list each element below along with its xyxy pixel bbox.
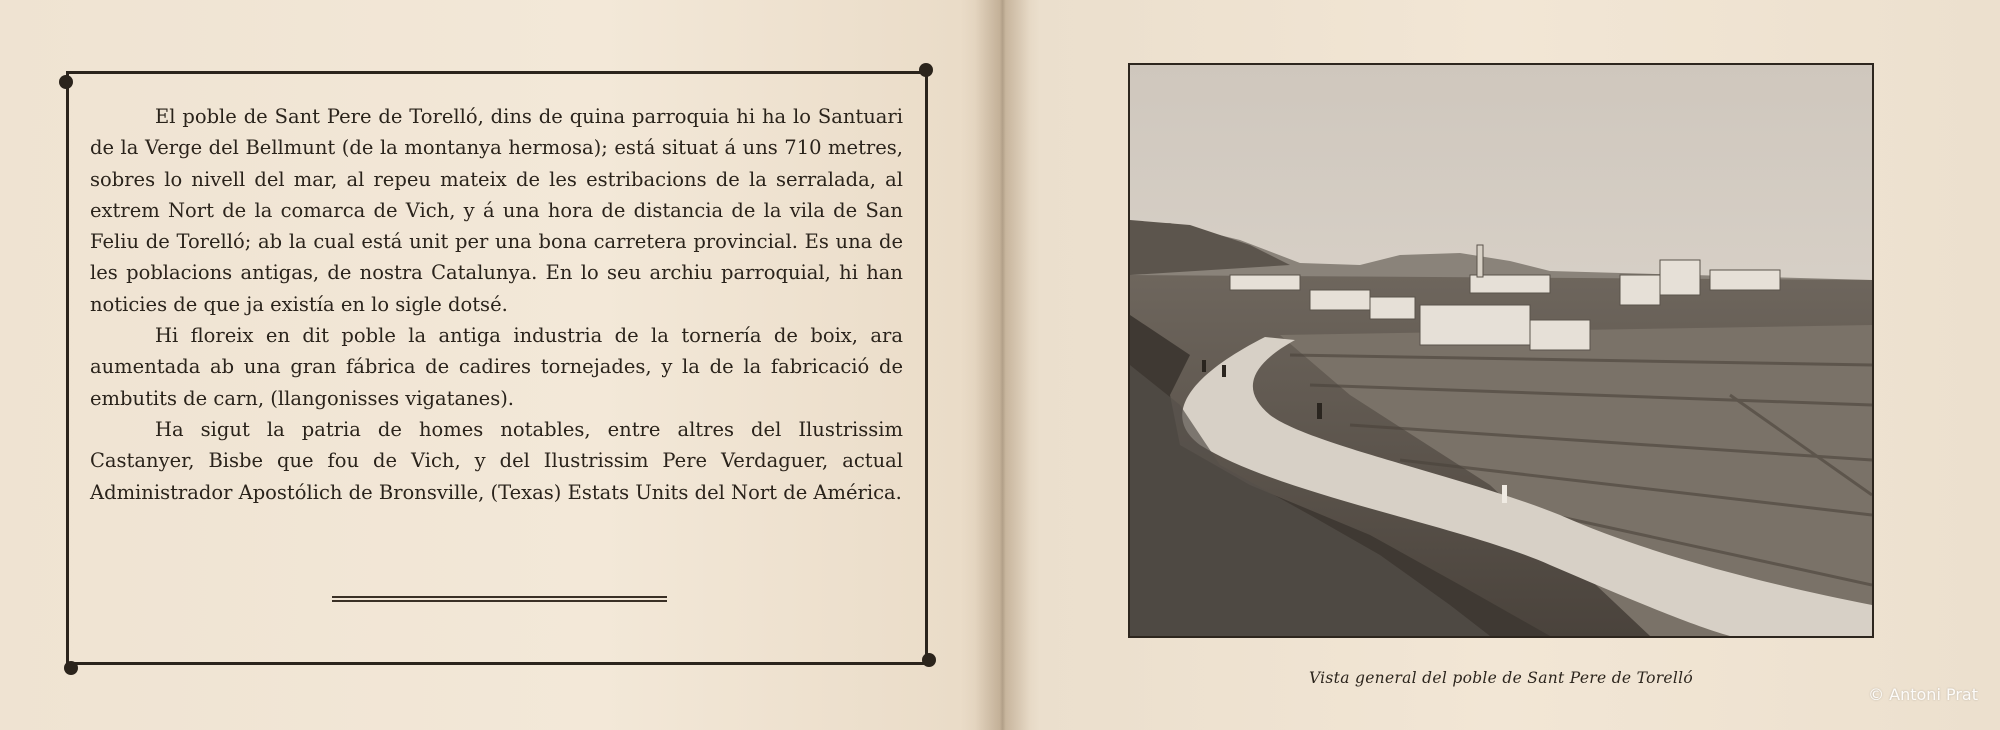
copyright-watermark: © Antoni Prat	[1868, 685, 1978, 704]
page-gutter	[975, 0, 1030, 730]
paragraph: Ha sigut la patria de homes notables, entre altres del Ilustrissim Castanyer, Bisbe que fou de Vich, y del Ilustrissim Pere Verdaguer, actual Administrador Apostólich de Bronsville, (Texas) Estats Units del Nort de América.	[90, 417, 903, 504]
frame-corner-dot	[59, 75, 73, 89]
frame-corner-dot	[922, 653, 936, 667]
frame-corner-dot	[919, 63, 933, 77]
double-rule-divider	[332, 596, 667, 602]
paragraph: Hi floreix en dit poble la antiga industria de la tornería de boix, ara aumentada ab una gran fábrica de cadires tornejades, y la de la fabricació de embutits de carn, (llangonisses vigatanes).	[90, 324, 903, 410]
body-text	[90, 101, 903, 508]
landscape-photograph	[1128, 63, 1874, 638]
paragraph: El poble de Sant Pere de Torelló, dins de quina parroquia hi ha lo Santuari de la Verge del Bellmunt (de la montanya hermosa); está situat á uns 710 metres, sobres lo nivell del mar, al repeu mateix de les estribacions de la serralada, al extrem Nort de la comarca de Vich, y á una hora de distancia de la vila de San Feliu de Torelló; ab la cual está unit per una bona carretera provincial. Es una de les poblacions antigas, de nostra Catalunya. En lo seu archiu parroquial, hi han noticies de que ja existía en lo sigle dotsé.	[90, 105, 903, 316]
photo-caption: Vista general del poble de Sant Pere de Torelló	[1308, 669, 1694, 687]
frame-corner-dot	[64, 661, 78, 675]
